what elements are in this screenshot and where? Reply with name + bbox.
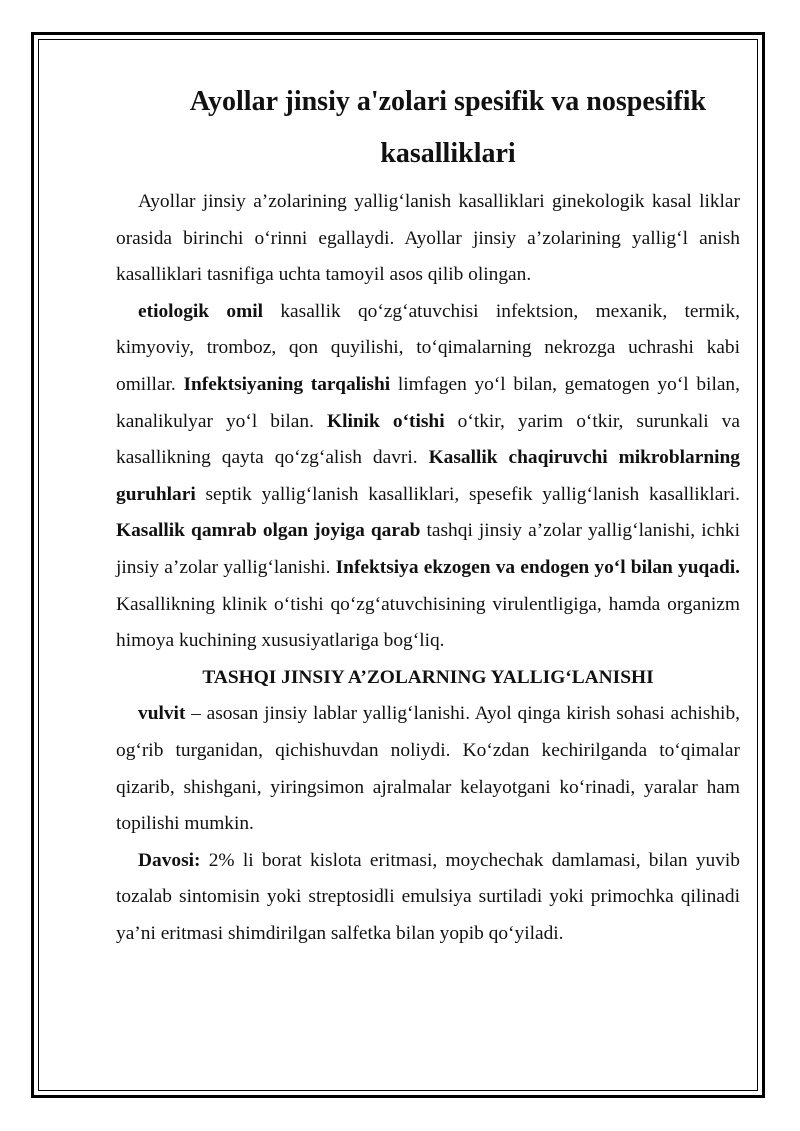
text-location: tashqi jinsiy a’zolar yallig‘lanishi, ichki jinsiy a’zolar yallig‘lanishi.: [116, 520, 740, 578]
page-title: Ayollar jinsiy a'zolari spesifik va nospesifik kasalliklari: [189, 86, 707, 169]
intro-paragraph: Ayollar jinsiy a’zolarining yallig‘lanish kasalliklari ginekologik kasal liklar orasida birinchi o‘rinni egallaydi. Ayollar jinsiy a’zolarining yallig‘l anish kasalliklari tasnifiga uchta tamoyil asos qilib olingan.: [116, 191, 740, 286]
text-treatment: 2% li borat kislota eritmasi, moychechak damlamasi, bilan yuvib tozalab sintomisin yoki streptosidli emulsiya surtiladi yoki primochka qilinadi ya’ni eritmasi shimdirilgan salfetka bilan yopib qo‘yiladi.: [116, 849, 740, 944]
vulvitis-paragraph: [116, 696, 740, 842]
text-vulvitis: – asosan jinsiy lablar yallig‘lanishi. Ayol qinga kirish sohasi achishib, og‘rib turganidan, qichishuvdan noliydi. Ko‘zdan kechirilganda to‘qimalar qizarib, shishgani, yiringsimon ajralmalar kelayotgani ko‘rinadi, yaralar ham topilishi mumkin.: [116, 703, 740, 835]
text-etiology: kasallik qo‘zg‘atuvchisi infektsion, mexanik, termik, kimyoviy, tromboz, qon quyilishi, to‘qimalarning nekrozga uchrashi kabi omillar.: [116, 300, 740, 395]
term-clinical: Klinik o‘tishi: [327, 410, 445, 432]
term-microbes: Kasallik chaqiruvchi mikroblarning guruhlari: [116, 447, 740, 505]
section-subheading: TASHQI JINSIY A’ZOLARNING YALLIG‘LANISHI: [202, 666, 654, 688]
text-spread: limfagen yo‘l bilan, gematogen yo‘l bilan, kanalikulyar yo‘l bilan.: [116, 373, 740, 432]
term-location: Kasallik qamrab olgan joyiga qarab: [116, 520, 421, 542]
term-etiology: etiologik omil: [138, 300, 264, 322]
term-treatment: Davosi:: [138, 849, 201, 871]
classification-paragraph: [116, 294, 740, 660]
text-microbes: septik yallig‘lanish kasalliklari, spesefik yallig‘lanish kasalliklari.: [195, 483, 740, 505]
term-spread: Infektsiyaning tarqalishi: [183, 373, 391, 395]
text-clinical: o‘tkir, yarim o‘tkir, surunkali va kasallikning qayta qo‘zg‘alish davri.: [116, 410, 740, 469]
document-body: [116, 76, 740, 952]
treatment-paragraph: [116, 843, 740, 953]
term-vulvitis: vulvit: [138, 703, 186, 725]
text-infection: Kasallikning klinik o‘tishi qo‘zg‘atuvchisining virulentligiga, hamda organizm himoya kuchining xususiyatlariga bog‘liq.: [116, 593, 740, 652]
term-infection: Infektsiya ekzogen va endogen yo‘l bilan yuqadi.: [335, 556, 740, 578]
